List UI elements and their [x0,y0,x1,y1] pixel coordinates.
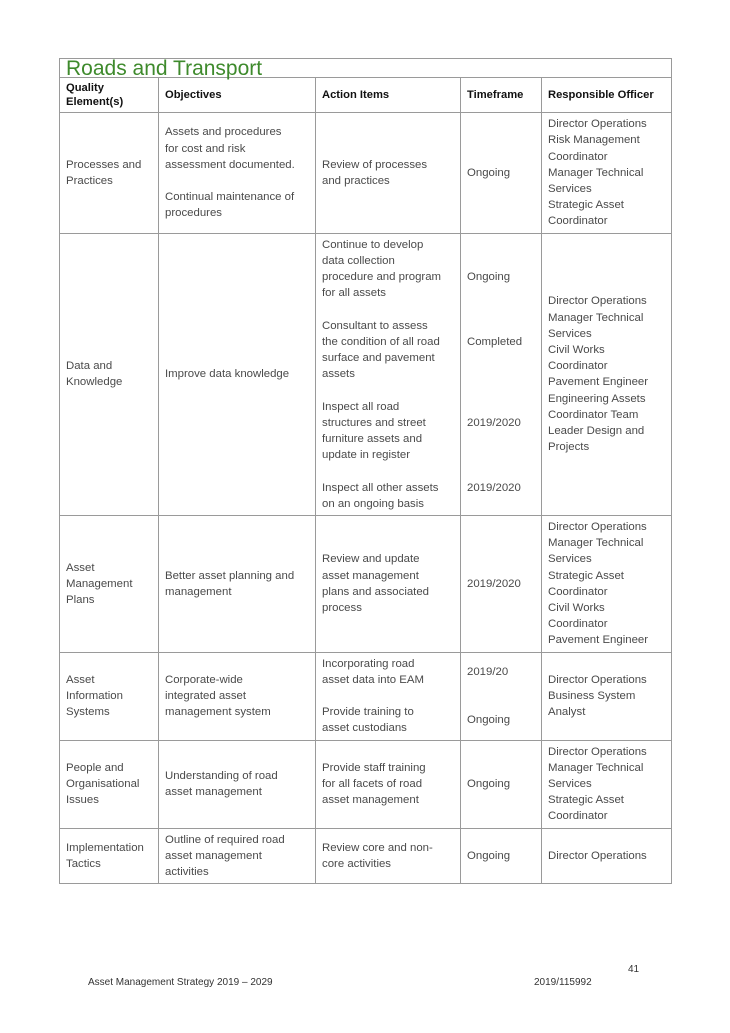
cell-line: process [322,602,362,615]
cell-line: Review of processes [322,158,428,171]
cell-line: Continual maintenance of [165,191,295,204]
cell-line: Pavement Engineer [548,376,649,389]
objectives-cell [159,652,316,740]
responsible-officer-cell [542,113,672,233]
objectives-cell [159,828,316,884]
cell-line: management system [165,706,271,719]
cell-line: Services [548,778,592,791]
cell-line: Services [548,183,592,196]
cell-line: Services [548,553,592,566]
cell-line: activities [165,866,209,879]
cell-line: plans and associated [322,585,430,598]
cell-line: on an ongoing basis [322,497,424,510]
table-row [60,828,672,884]
cell-line: assets [322,368,355,381]
timeframe-cell [461,652,542,740]
cell-line: Information [66,690,123,703]
cell-line [467,399,535,415]
cell-line: Business System [548,690,636,703]
cell-line: Manager Technical [548,166,644,179]
quality-element-cell [60,516,159,653]
cell-line: Review and update [322,553,420,566]
cell-line [467,463,535,479]
table-row [60,516,672,653]
cell-line: Engineering Assets [548,392,646,405]
cell-line: Knowledge [66,376,123,389]
cell-line: Manager Technical [548,537,644,550]
cell-line: asset management [165,849,262,862]
cell-line: Assets and procedures [165,126,282,139]
cell-line: Plans [66,593,95,606]
cell-line: Data and [66,360,113,373]
responsible-officer-cell [542,652,672,740]
cell-line: Continue to develop [322,238,424,251]
header-quality-element [60,78,159,113]
roads-transport-table [59,58,672,884]
cell-line: Outline of required road [165,833,285,846]
cell-line: Coordinator [548,360,608,373]
cell-line: Coordinator Team [548,408,639,421]
cell-line: Strategic Asset [548,199,624,212]
responsible-officer-cell [542,828,672,884]
cell-line: the condition of all road [322,335,440,348]
cell-line: Review core and non- [322,841,433,854]
cell-line: Director Operations [548,521,647,534]
cell-line: Practices [66,174,113,187]
cell-line: Coordinator [548,150,608,163]
title-row [60,59,672,78]
cell-line: management [165,585,232,598]
cell-line: Coordinator [548,215,608,228]
cell-line: procedure and program [322,271,442,284]
cell-line: Coordinator [548,810,608,823]
cell-line: Better asset planning and [165,569,295,582]
cell-line: 2019/2020 [467,481,521,494]
quality-element-cell [60,828,159,884]
cell-line: asset data into EAM [322,673,424,686]
cell-line: Coordinator [548,585,608,598]
quality-element-cell [60,652,159,740]
cell-line: Strategic Asset [548,569,624,582]
cell-line: for all assets [322,287,386,300]
cell-line: Director Operations [548,673,647,686]
cell-line [467,696,535,712]
cell-line: Analyst [548,706,586,719]
cell-line: Coordinator [548,618,608,631]
responsible-officer-cell [542,740,672,828]
header-responsible-officer: Responsible Officer [542,78,672,113]
cell-line: Asset [66,561,95,574]
cell-line [467,680,535,696]
table-row [60,740,672,828]
cell-line: Systems [66,706,110,719]
action-items-cell [316,516,461,653]
header-timeframe: Timeframe [461,78,542,113]
header-quality-line: Element(s) [66,96,124,109]
table-row [60,233,672,515]
cell-line: Manager Technical [548,311,644,324]
cell-line: Civil Works [548,602,605,615]
cell-line: Ongoing [467,714,511,727]
quality-element-cell [60,113,159,233]
cell-line: Projects [548,441,590,454]
cell-line [467,285,535,301]
cell-line: Services [548,327,592,340]
cell-line: Director Operations [548,849,647,862]
cell-line: Inspect all other assets [322,481,439,494]
cell-line: Improve data knowledge [165,368,290,381]
cell-line: 2019/2020 [467,577,521,590]
cell-line [467,431,535,447]
cell-line: Corporate-wide [165,673,243,686]
cell-line [467,253,535,269]
cell-line: 2019/2020 [467,416,521,429]
cell-line [467,382,535,398]
cell-line: data collection [322,254,395,267]
cell-line: Asset [66,673,95,686]
cell-line: Director Operations [548,118,647,131]
cell-line: Provide staff training [322,761,426,774]
action-items-cell [316,113,461,233]
cell-line: asset management [322,794,419,807]
cell-line: Risk Management [548,134,640,147]
cell-line: Completed [467,335,523,348]
cell-line: Organisational [66,778,140,791]
cell-line: Ongoing [467,166,511,179]
cell-line: Inspect all road [322,400,400,413]
cell-line: assessment documented. [165,158,295,171]
timeframe-cell [461,740,542,828]
cell-line: Director Operations [548,745,647,758]
footer-document-title: Asset Management Strategy 2019 – 2029 [88,977,273,988]
cell-line [467,318,535,334]
table-row [60,113,672,233]
cell-line: asset management [322,569,419,582]
cell-line: Strategic Asset [548,794,624,807]
header-objectives: Objectives [159,78,316,113]
action-items-cell [316,652,461,740]
cell-line: People and [66,761,124,774]
timeframe-cell [461,113,542,233]
cell-line [467,496,535,512]
table-title: Roads and Transport [60,59,672,78]
cell-line [322,382,454,398]
cell-line: Ongoing [467,849,511,862]
timeframe-cell [461,516,542,653]
quality-element-cell [60,233,159,515]
cell-line: Leader Design and [548,424,645,437]
cell-line: procedures [165,207,222,220]
responsible-officer-cell [542,233,672,515]
cell-line: Management [66,577,133,590]
cell-line: Consultant to assess [322,319,428,332]
cell-line [322,301,454,317]
cell-line: Incorporating road [322,657,415,670]
cell-line [322,463,454,479]
header-row [60,78,672,113]
objectives-cell [159,516,316,653]
cell-line: for all facets of road [322,778,423,791]
cell-line: Ongoing [467,271,511,284]
cell-line: Ongoing [467,778,511,791]
timeframe-cell [461,233,542,515]
cell-line: 2019/20 [467,665,509,678]
responsible-officer-cell [542,516,672,653]
footer-reference: 2019/115992 [534,977,592,988]
cell-line [467,447,535,463]
cell-line: Understanding of road [165,769,278,782]
table-row [60,652,672,740]
cell-line: asset custodians [322,722,407,735]
cell-line: Pavement Engineer [548,634,649,647]
cell-line: Implementation [66,841,144,854]
cell-line [467,301,535,317]
cell-line: Civil Works [548,343,605,356]
action-items-cell [316,233,461,515]
cell-line: for cost and risk [165,142,246,155]
action-items-cell [316,828,461,884]
cell-line: Manager Technical [548,761,644,774]
cell-line [467,237,535,253]
cell-line: core activities [322,857,392,870]
cell-line [467,350,535,366]
cell-line: integrated asset [165,690,247,703]
action-items-cell [316,740,461,828]
objectives-cell [159,233,316,515]
cell-line: update in register [322,449,411,462]
cell-line [467,366,535,382]
objectives-cell [159,740,316,828]
cell-line: Director Operations [548,295,647,308]
cell-line [322,688,454,704]
cell-line: Processes and [66,158,142,171]
cell-line: Provide training to [322,706,414,719]
cell-line: structures and street [322,416,426,429]
header-action-items: Action Items [316,78,461,113]
objectives-cell [159,113,316,233]
timeframe-cell [461,828,542,884]
cell-line: surface and pavement [322,352,435,365]
header-quality-line: Quality [66,82,104,95]
cell-line: furniture assets and [322,433,423,446]
quality-element-cell [60,740,159,828]
cell-line: Tactics [66,857,101,870]
cell-line: and practices [322,174,390,187]
cell-line [165,173,309,189]
cell-line: asset management [165,786,262,799]
cell-line: Issues [66,794,99,807]
page-number: 41 [628,964,640,975]
